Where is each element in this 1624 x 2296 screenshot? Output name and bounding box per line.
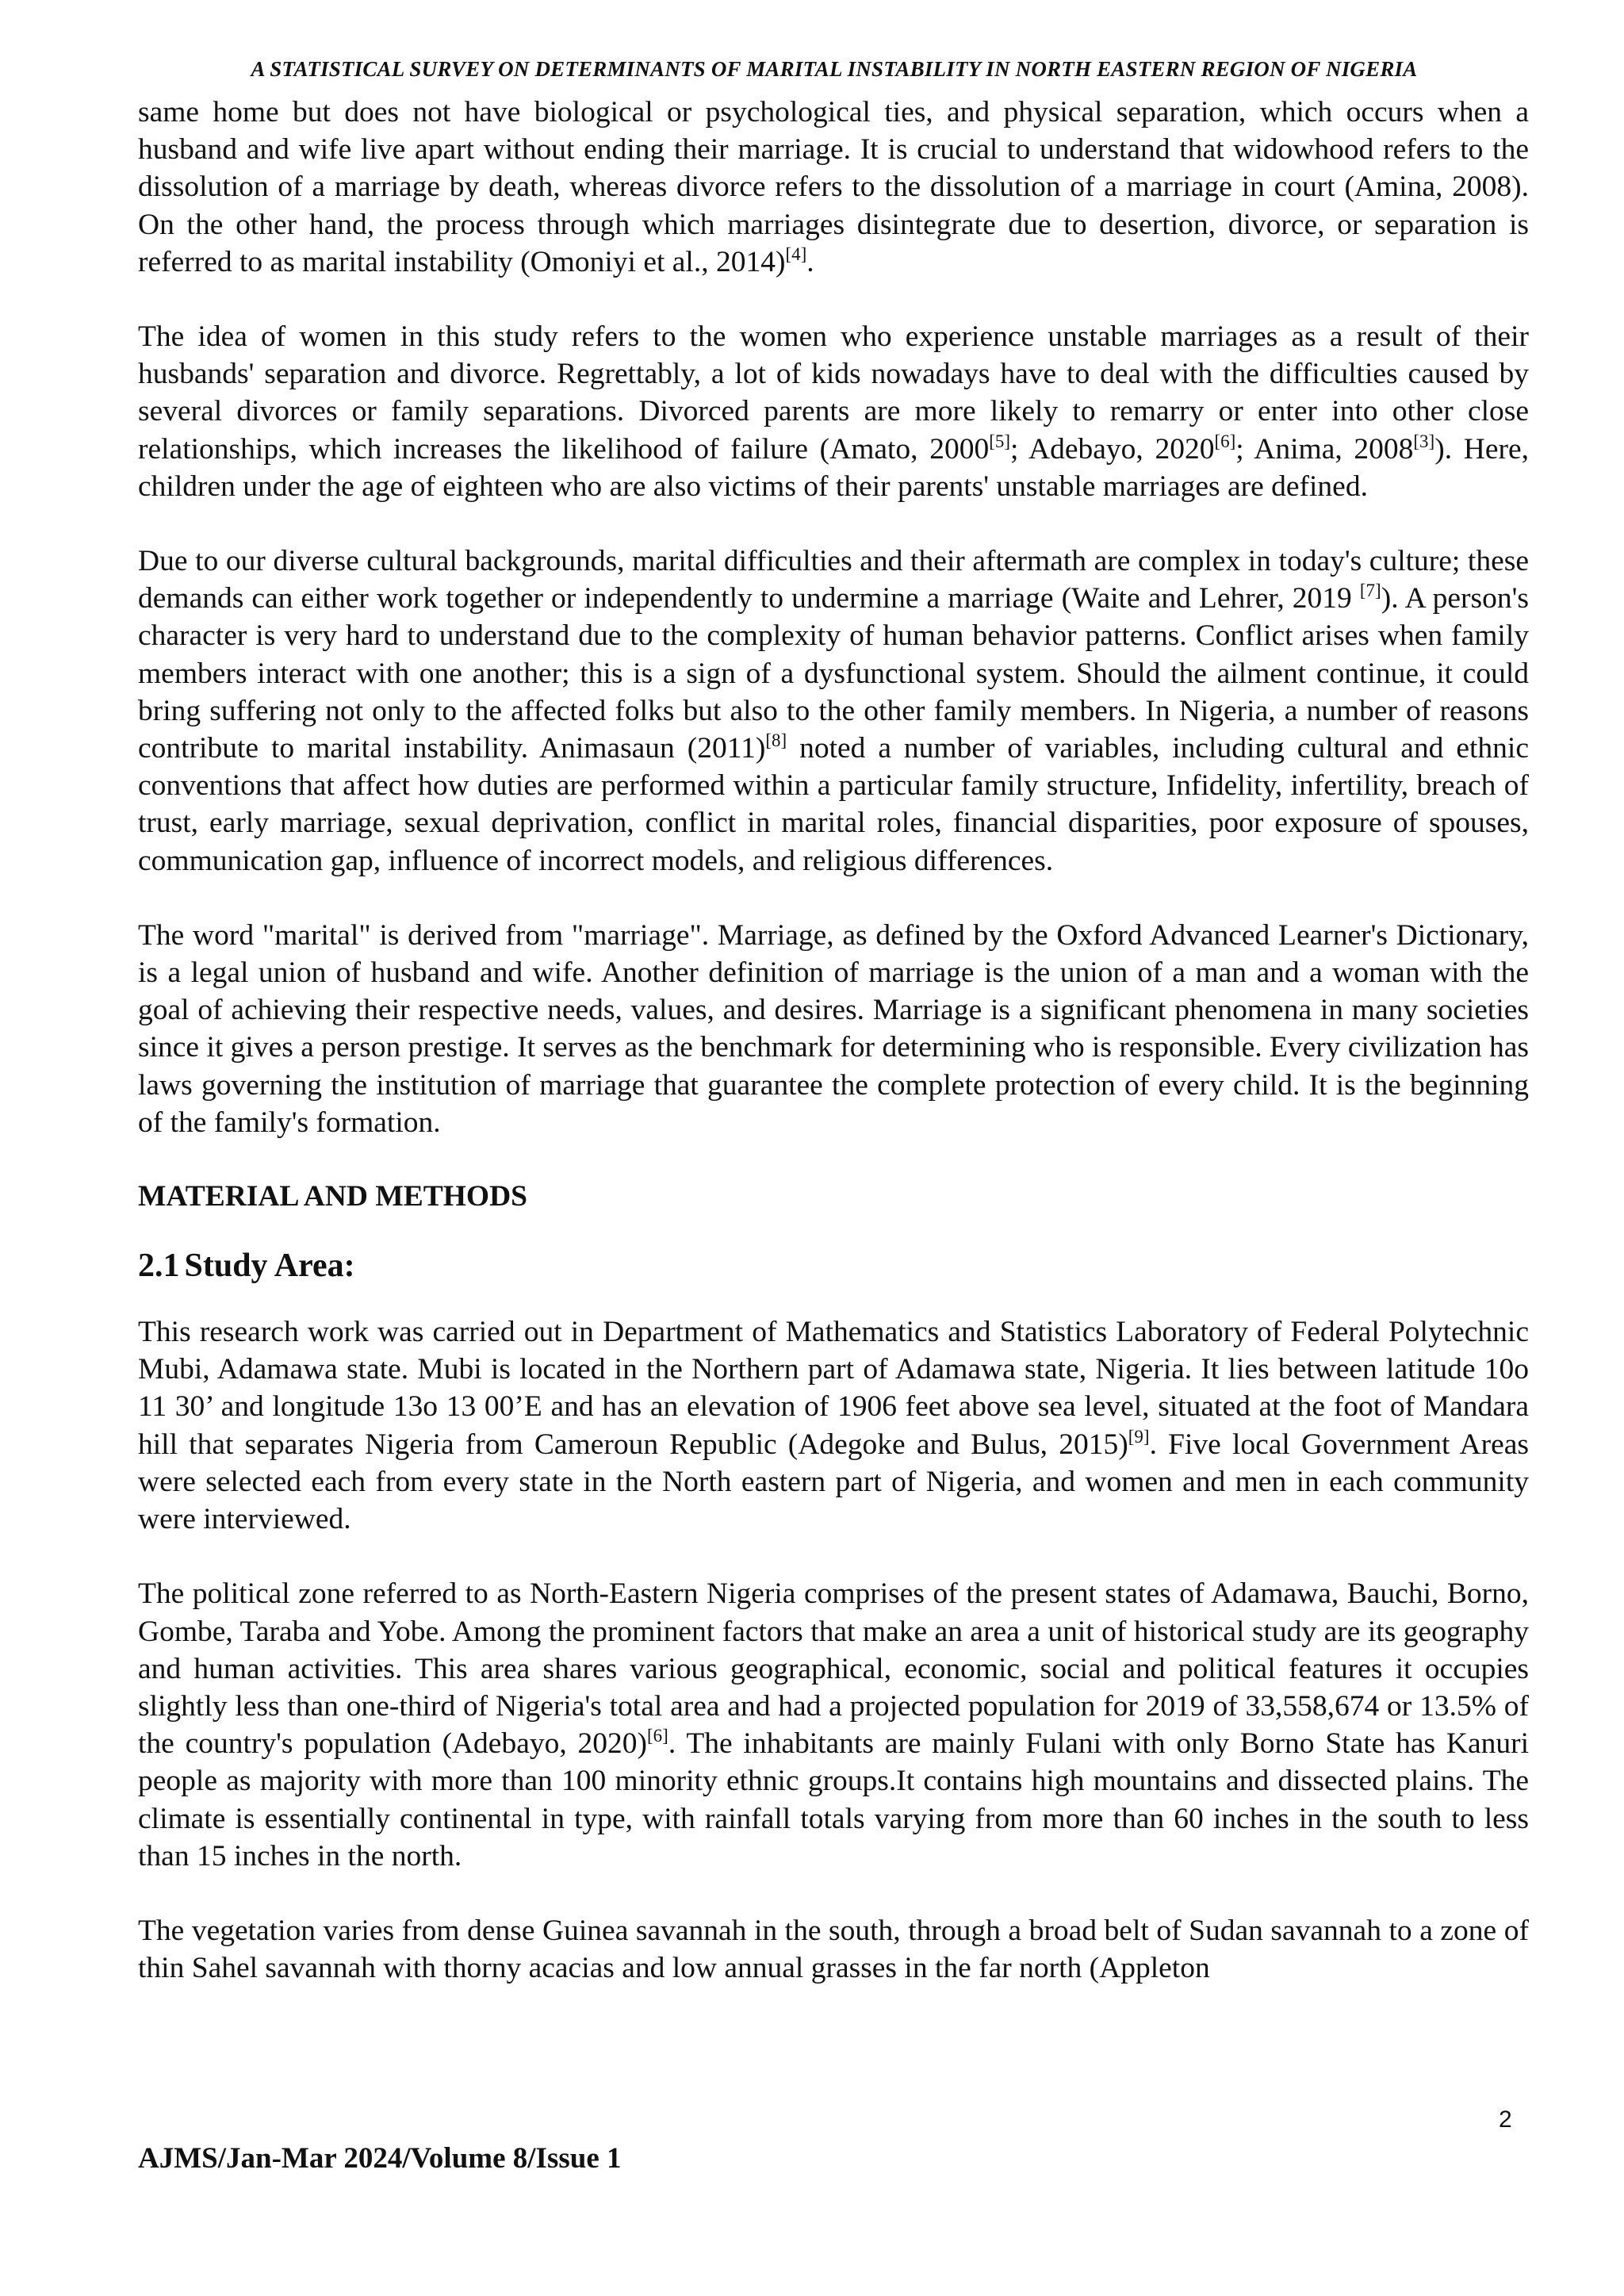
- citation-marker: [7]: [1359, 581, 1381, 601]
- study-area-paragraph: [138, 1912, 1529, 1987]
- intro-paragraph: [138, 94, 1529, 281]
- text-run: .: [806, 245, 814, 278]
- subsection-title: Study Area:: [184, 1248, 355, 1285]
- text-run: ; Adebayo, 2020: [1010, 432, 1215, 466]
- study-area-paragraph: [138, 1575, 1529, 1875]
- subsection-number: 2.1: [138, 1248, 180, 1285]
- citation-marker: [6]: [647, 1726, 668, 1746]
- text-run: The vegetation varies from dense Guinea savannah in the south, through a broad belt of Sudan savannah to a zone of thin Sahel savannah with thorny acacias and low annual grasses in the far north (Appleton: [138, 1914, 1529, 1985]
- text-run: noted a number of variables, including cultural and ethnic conventions that affect how duties are performed within a particular family structure, Infidelity, infertility, breach of trust, early marriage, sexual deprivation, conflict in marital roles, financial disparities, poor exposure of spouses, communication gap, influence of incorrect models, and religious differences.: [138, 732, 1529, 877]
- article-body: [138, 94, 1529, 1987]
- study-area-paragraph: [138, 1313, 1529, 1538]
- journal-footer: AJMS/Jan-Mar 2024/Volume 8/Issue 1: [138, 2142, 622, 2175]
- text-run: same home but does not have biological or psychological ties, and physical separation, which occurs when a husband and wife live apart without ending their marriage. It is crucial to understand that widowhood refers to the dissolution of a marriage by death, whereas divorce refers to the dissolution of a marriage in court (Amina, 2008). On the other hand, the process through which marriages disintegrate due to desertion, divorce, or separation is referred to as marital instability (Omoniyi et al., 2014): [138, 96, 1529, 278]
- text-run: Due to our diverse cultural backgrounds, marital difficulties and their aftermath are complex in today's culture; these demands can either work together or independently to undermine a marriage (Waite and Lehrer, 2019: [138, 545, 1529, 615]
- citation-marker: [9]: [1128, 1426, 1150, 1447]
- text-run: ; Anima, 2008: [1235, 432, 1414, 466]
- text-run: The idea of women in this study refers to the women who experience unstable marriages as a result of their husbands' separation and divorce. Regrettably, a lot of kids nowadays have to deal with the difficulties caused by several divorces or family separations. Divorced parents are more likely to remarry or enter into other close relationships, which increases the likelihood of failure (Amato, 2000: [138, 320, 1529, 466]
- intro-paragraph: [138, 318, 1529, 505]
- text-run: ). Here, children under the age of eighteen who are also victims of their parents' unstable marriages are defined.: [138, 432, 1529, 503]
- text-run: . The inhabitants are mainly Fulani with only Borno State has Kanuri people as majority with more than 100 minority ethnic groups.It contains high mountains and dissected plains. The climate is essentially continental in type, with rainfall totals varying from more than 60 inches in the south to less than 15 inches in the north.: [138, 1727, 1529, 1872]
- subsection-heading: [138, 1245, 1529, 1286]
- citation-marker: [6]: [1214, 431, 1236, 451]
- running-header: A STATISTICAL SURVEY ON DETERMINANTS OF MARITAL INSTABILITY IN NORTH EASTERN REGION OF NIGERIA: [251, 57, 1418, 81]
- citation-marker: [8]: [765, 730, 787, 751]
- section-heading: MATERIAL AND METHODS: [138, 1180, 528, 1213]
- text-run: This research work was carried out in Department of Mathematics and Statistics Laboratory of Federal Polytechnic Mubi, Adamawa state. Mubi is located in the Northern part of Adamawa state, Nigeria. It lies between latitude 10o 11 30’ and longitude 13o 13 00’E and has an elevation of 1906 feet above sea level, situated at the foot of Mandara hill that separates Nigeria from Cameroun Republic (Adegoke and Bulus, 2015): [138, 1316, 1529, 1461]
- citation-marker: [4]: [785, 243, 807, 264]
- citation-marker: [5]: [989, 431, 1011, 451]
- text-run: ). A person's character is very hard to understand due to the complexity of human behavior patterns. Conflict arises when family members interact with one another; this is a sign of a dysfunctional system. Should the ailment continue, it could bring suffering not only to the affected folks but also to the other family members. In Nigeria, a number of reasons contribute to marital instability. Animasaun (2011): [138, 582, 1529, 765]
- citation-marker: [3]: [1413, 431, 1435, 451]
- text-run: The word "marital" is derived from "marriage". Marriage, as defined by the Oxford Advanced Learner's Dictionary, is a legal union of husband and wife. Another definition of marriage is the union of a man and a woman with the goal of achieving their respective needs, values, and desires. Marriage is a significant phenomena in many societies since it gives a person prestige. It serves as the benchmark for determining who is responsible. Every civilization has laws governing the institution of marriage that guarantee the complete protection of every child. It is the beginning of the family's formation.: [138, 918, 1529, 1139]
- intro-paragraph: [138, 542, 1529, 880]
- text-run: The political zone referred to as North-Eastern Nigeria comprises of the present states of Adamawa, Bauchi, Borno, Gombe, Taraba and Yobe. Among the prominent factors that make an area a unit of historical study are its geography and human activities. This area shares various geographical, economic, social and political features it occupies slightly less than one-third of Nigeria's total area and had a projected population for 2019 of 33,558,674 or 13.5% of the country's population (Adebayo, 2020): [138, 1577, 1529, 1761]
- page-number: 2: [1499, 2106, 1512, 2133]
- intro-paragraph: [138, 917, 1529, 1141]
- text-run: . Five local Government Areas were selected each from every state in the North eastern part of Nigeria, and women and men in each community were interviewed.: [138, 1428, 1530, 1536]
